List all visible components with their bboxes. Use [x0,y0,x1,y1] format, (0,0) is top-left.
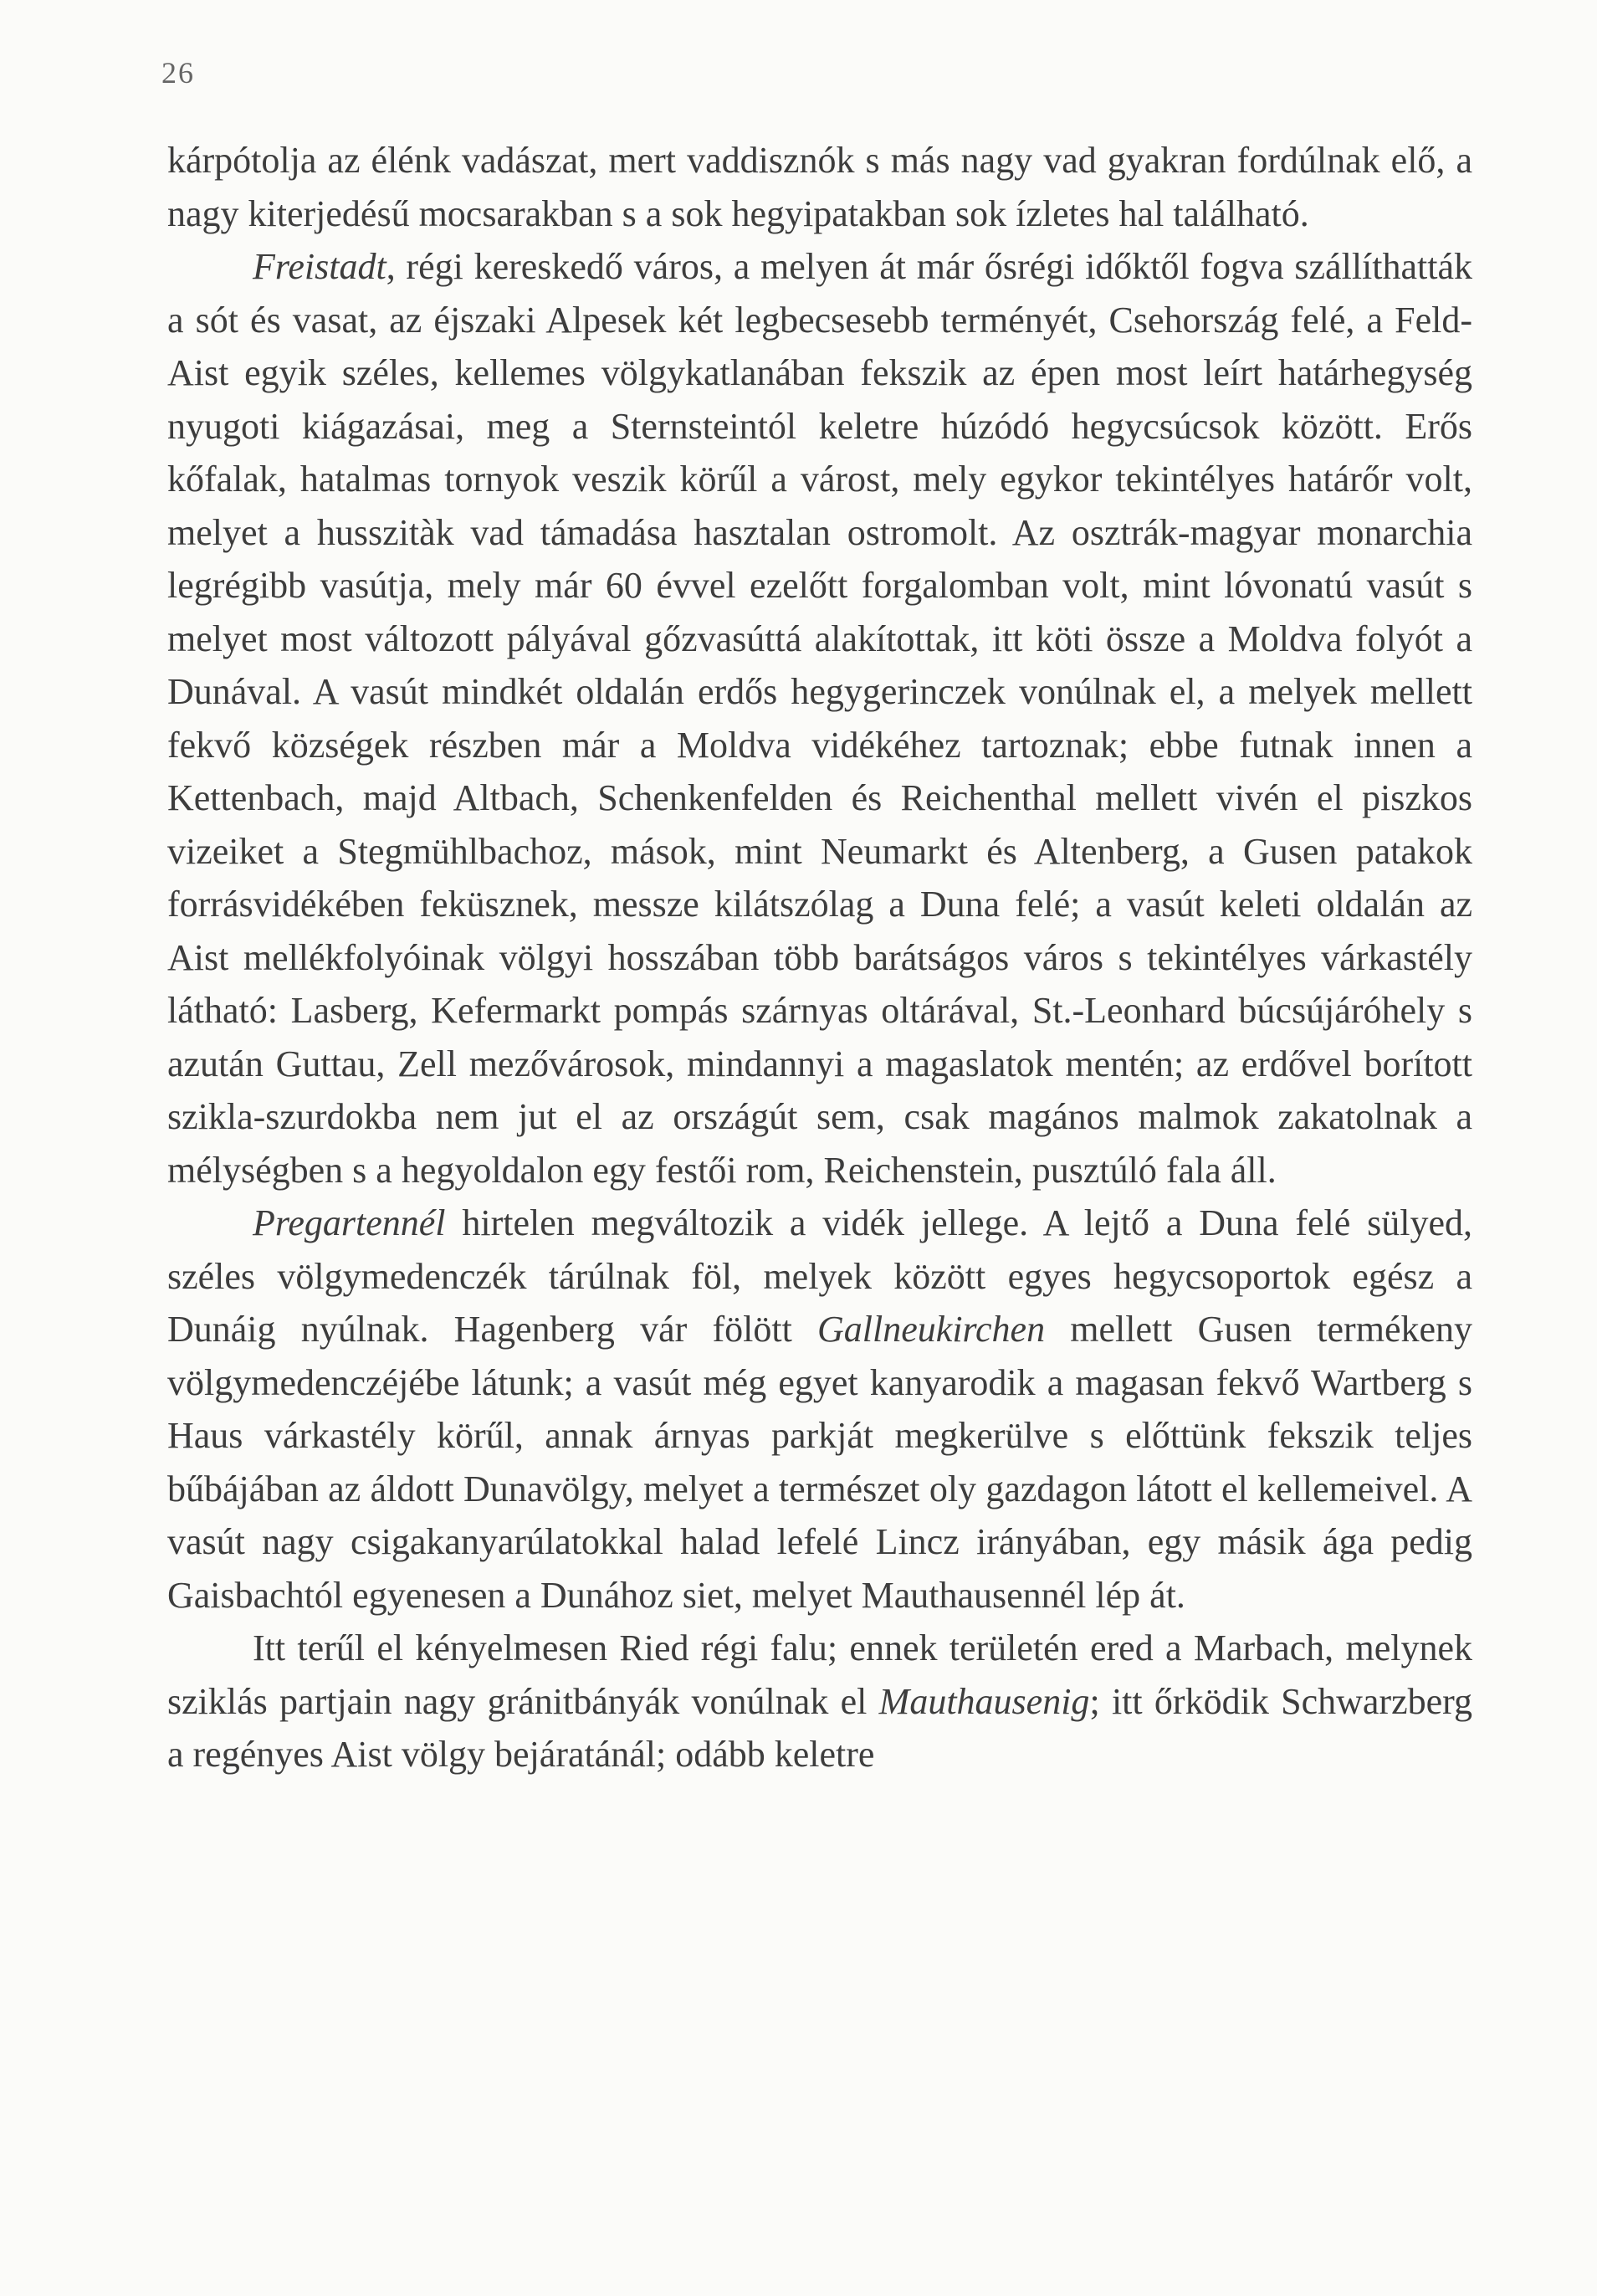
place-name-italic: Mauthausenig [878,1680,1090,1722]
paragraph-text: mellett Gusen termékeny völgymedenczéjébe látunk; a vasút még egyet kanyarodik a magasan fekvő Wartberg s Haus várkastély körűl, annak árnyas parkját megkerülve s előttünk fekszik teljes bűbájában az áldott Dunavölgy, melyet a természet oly gazdagon látott el kellemeivel. A vasút nagy csigakanyarúlatokkal halad lefelé Lincz irányában, egy másik ága pedig Gaisbachtól egyenesen a Dunához siet, melyet Mauthausennél lép át. [167,1309,1472,1616]
paragraph-text: hirtelen megváltozik a vidék jellege. A lejtő a Duna felé sülyed, széles völgymedenczék tárúlnak föl, melyek között egyes hegycsoportok egész a Dunáig nyúlnak. Hagenberg vár fölött [167,1202,1472,1350]
body-text [167,134,1472,1781]
paragraph [167,1197,1472,1622]
paragraph-text: kárpótolja az élénk vadászat, mert vaddisznók s más nagy vad gyakran fordúlnak elő, a nagy kiterjedésű mocsarakban s a sok hegyipatakban sok ízletes hal található. [167,140,1472,234]
paragraph [167,1622,1472,1781]
paragraph-text: , régi kereskedő város, a melyen át már ősrégi időktől fogva szállíthatták a sót és vasat, az éjszaki Alpesek két legbecsesebb terményét, Csehország felé, a Feld-Aist egyik széles, kellemes völgykatlanában fekszik az épen most leírt határhegység nyugoti kiágazásai, meg a Sternsteintól keletre húzódó hegycsúcsok között. Erős kőfalak, hatalmas tornyok veszik körűl a várost, mely egykor tekintélyes határőr volt, melyet a husszitàk vad támadása hasztalan ostromolt. Az osztrák-magyar monarchia legrégibb vasútja, mely már 60 évvel ezelőtt forgalomban volt, mint lóvonatú vasút s melyet most változott pályával gőzvasúttá alakítottak, itt köti össze a Moldva folyót a Dunával. A vasút mindkét oldalán erdős hegygerinczek vonúlnak el, a melyek mellett fekvő községek részben már a Moldva vidékéhez tartoznak; ebbe futnak innen a Kettenbach, majd Altbach, Schenkenfelden és Reichenthal mellett vivén el piszkos vizeiket a Stegmühlbachoz, mások, mint Neumarkt és Altenberg, a Gusen patakok forrásvidékében feküsznek, messze kilátszólag a Duna felé; a vasút keleti oldalán az Aist mellékfolyóinak völgyi hosszában több barátságos város s tekintélyes várkastély látható: Lasberg, Kefermarkt pompás szárnyas oltárával, St.-Leonhard búcsújáróhely s azután Guttau, Zell mezővárosok, mindannyi a magaslatok mentén; az erdővel borított szikla-szurdokba nem jut el az országút sem, csak magános malmok zakatolnak a mélységben s a hegyoldalon egy festői rom, Reichenstein, pusztúló fala áll. [167,246,1472,1191]
place-name-italic: Gallneukirchen [817,1309,1046,1350]
paragraph [167,134,1472,240]
page-number: 26 [161,56,195,90]
place-name-italic: Pregartennél [253,1202,446,1243]
paragraph-text: ; itt őrködik Schwarzberg a regényes Aist völgy bejáratánál; odább keletre [167,1680,1472,1775]
paragraph [167,240,1472,1197]
paragraph-text: Itt terűl el kényelmesen Ried régi falu; ennek területén ered a Marbach, melynek sziklás partjain nagy gránitbányák vonúlnak el [167,1627,1472,1722]
place-name-italic: Freistadt [253,246,386,287]
